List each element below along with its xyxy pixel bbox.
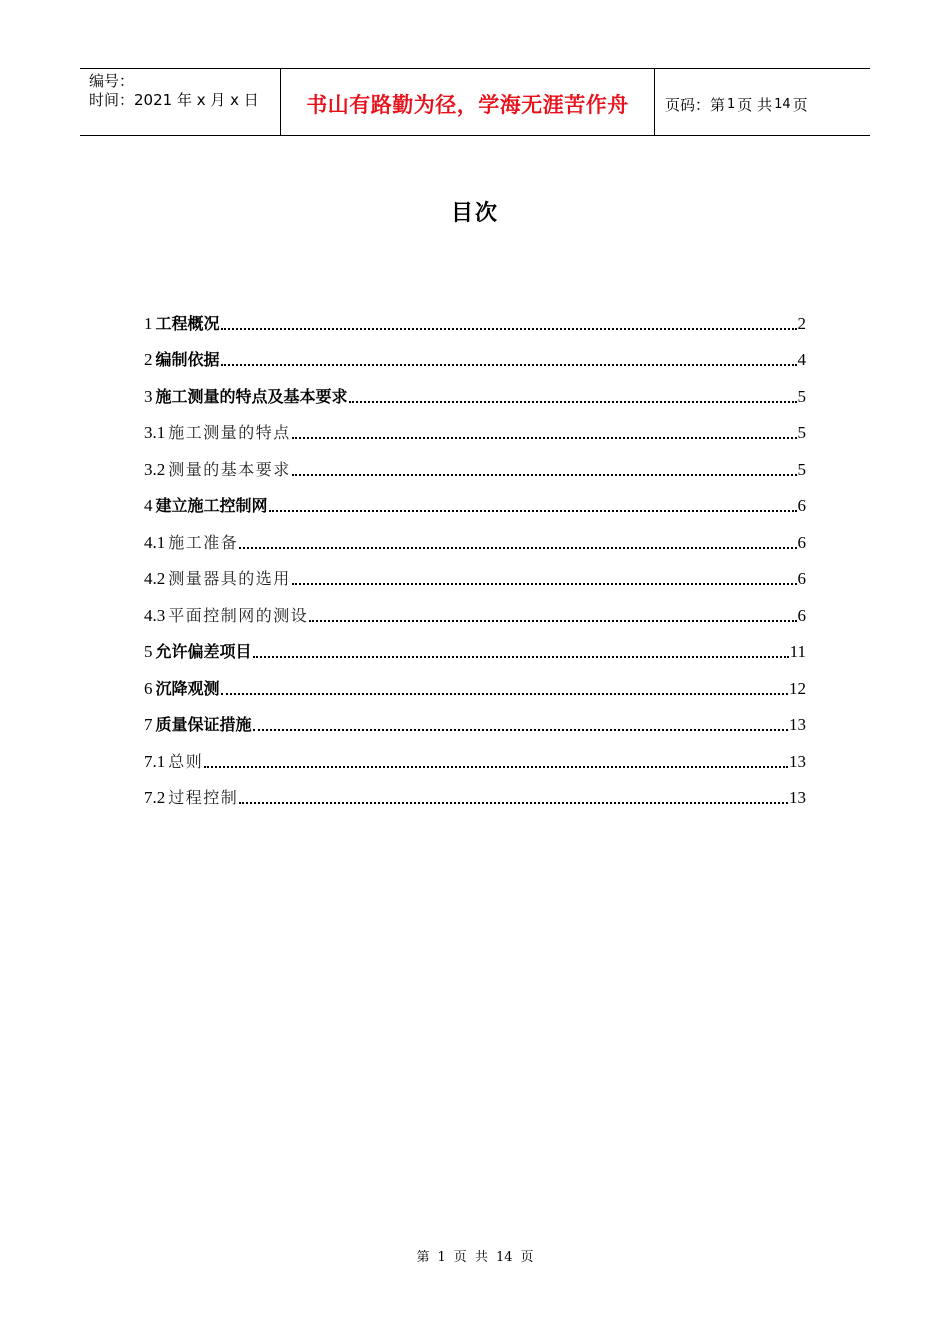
toc-dot-leader [204, 765, 788, 768]
toc-dot-leader [239, 546, 796, 549]
toc-entry-number: 7.1 [144, 751, 166, 771]
toc-entry[interactable] [144, 700, 806, 737]
header-info-cell [80, 69, 281, 135]
footer-prefix: 第 [416, 1250, 430, 1265]
toc-entry[interactable] [144, 663, 806, 700]
toc-dot-leader [292, 436, 797, 439]
toc-entry-title: 建立施工控制网 [155, 496, 268, 515]
toc-entry-number: 4 [144, 496, 153, 515]
toc-entry-title: 编制依据 [155, 350, 220, 369]
toc-entry-title: 允许偏差项目 [155, 642, 252, 661]
toc-entry[interactable] [144, 298, 806, 335]
toc-entry-title: 测量的基本要求 [168, 459, 291, 479]
toc-dot-leader [309, 619, 796, 622]
toc-dot-leader [253, 655, 789, 658]
toc-entry-title: 测量器具的选用 [168, 569, 291, 588]
toc-entry-title: 质量保证措施 [155, 715, 252, 734]
toc-entry[interactable] [144, 590, 806, 627]
footer-suffix: 页 [520, 1250, 534, 1265]
header-page-info [655, 69, 870, 135]
toc-entry[interactable] [144, 517, 806, 554]
toc-entry-title: 施工准备 [168, 532, 239, 552]
header-page-total: 14 [774, 96, 791, 112]
toc-entry[interactable] [144, 335, 806, 372]
toc-entry-page: 11 [789, 642, 806, 661]
toc-entry-title: 沉降观测 [155, 678, 220, 698]
toc-dot-leader [221, 327, 797, 330]
toc-entry[interactable] [144, 627, 806, 664]
toc-entry[interactable] [144, 481, 806, 518]
toc-entry-number: 3.2 [144, 459, 166, 479]
toc-entry-number: 5 [144, 642, 153, 661]
toc-entry-title: 施工测量的特点及基本要求 [155, 386, 348, 406]
footer-mid: 页 共 [453, 1250, 488, 1265]
toc-dot-leader [349, 400, 797, 403]
toc-entry-number: 4.2 [144, 569, 166, 588]
toc-entry-page: 6 [797, 496, 806, 515]
date-label: 时间：2021 年 x 月 x 日 [89, 91, 259, 109]
toc-dot-leader [221, 363, 797, 366]
toc-entry-title: 平面控制网的测设 [168, 605, 309, 625]
toc-entry-number: 4.1 [144, 532, 166, 552]
toc-entry-number: 4.3 [144, 605, 166, 625]
toc-entry[interactable] [144, 408, 806, 445]
toc-entry-page: 2 [797, 313, 806, 333]
toc-entry-page: 6 [797, 569, 806, 588]
page-header [80, 68, 870, 136]
toc-entry-page: 5 [797, 423, 806, 442]
toc-dot-leader [221, 692, 788, 695]
doc-number-label: 编号： [89, 72, 135, 90]
toc-entry[interactable] [144, 736, 806, 773]
toc-entry[interactable] [144, 371, 806, 408]
toc-entry-page: 4 [797, 350, 806, 369]
toc-entry-number: 6 [144, 678, 153, 698]
toc-entry-title: 过程控制 [168, 788, 239, 807]
toc-entry-number: 3.1 [144, 423, 166, 442]
header-page-current: 1 [727, 96, 736, 112]
header-page-prefix: 页码：第 [665, 95, 726, 114]
toc-entry-title: 施工测量的特点 [168, 423, 291, 442]
header-page-mid: 页 共 [737, 95, 773, 114]
footer-current: 1 [437, 1250, 446, 1265]
toc-entry-page: 5 [797, 386, 806, 406]
toc-dot-leader [292, 582, 797, 585]
toc-entry-page: 6 [797, 532, 806, 552]
toc-title: 目次 [450, 201, 499, 226]
toc-entry-page: 6 [797, 605, 806, 625]
toc-entry[interactable] [144, 773, 806, 810]
toc-dot-leader [239, 801, 788, 804]
toc-entry-page: 5 [797, 459, 806, 479]
table-of-contents [144, 298, 806, 809]
toc-entry[interactable] [144, 444, 806, 481]
toc-entry-number: 3 [144, 386, 153, 406]
toc-entry-number: 2 [144, 350, 153, 369]
toc-dot-leader [269, 509, 797, 512]
toc-entry-title: 工程概况 [155, 313, 220, 333]
toc-entry-title: 总则 [168, 751, 204, 771]
toc-entry-number: 7.2 [144, 788, 166, 807]
footer-total: 14 [495, 1250, 513, 1265]
header-motto: 书山有路勤为径，学海无涯苦作舟 [281, 69, 655, 135]
toc-dot-leader [292, 473, 797, 476]
toc-entry[interactable] [144, 554, 806, 591]
toc-entry-page: 13 [789, 715, 806, 734]
toc-entry-page: 13 [789, 788, 806, 807]
header-page-suffix: 页 [792, 95, 808, 114]
toc-entry-number: 7 [144, 715, 153, 734]
page-footer [0, 1246, 950, 1265]
toc-dot-leader [253, 728, 788, 731]
toc-entry-page: 13 [789, 751, 806, 771]
toc-entry-number: 1 [144, 313, 153, 333]
toc-entry-page: 12 [789, 678, 806, 698]
